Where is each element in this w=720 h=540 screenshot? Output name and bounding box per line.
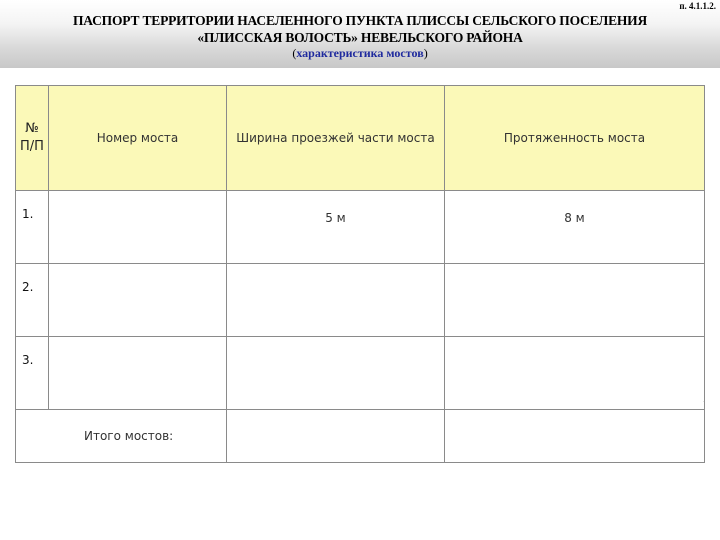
page-title-line-1: ПАСПОРТ ТЕРРИТОРИИ НАСЕЛЕННОГО ПУНКТА ПЛИССЫ СЕЛЬСКОГО ПОСЕЛЕНИЯ	[72, 13, 648, 28]
subtitle-close-paren: )	[423, 46, 428, 60]
total-cell-width	[227, 410, 445, 463]
row-number: 1.	[16, 191, 49, 264]
header-row-number	[16, 86, 49, 191]
header-bridge-length: Протяженность моста	[445, 86, 705, 191]
cell-width: 5 м	[227, 191, 445, 264]
total-cell-length	[445, 410, 705, 463]
subtitle-text: характеристика мостов	[296, 46, 424, 60]
cell-bridge-number	[49, 191, 227, 264]
bridges-table-wrapper	[15, 85, 704, 443]
row-number: 2.	[16, 264, 49, 337]
table-row	[16, 337, 705, 410]
header-number-abbrev: П/П	[20, 139, 44, 154]
header-bridge-number: Номер моста	[49, 86, 227, 191]
cell-bridge-number	[49, 337, 227, 410]
row-number: 3.	[16, 337, 49, 410]
bridges-table	[15, 85, 705, 463]
header-number-sign: №	[25, 121, 39, 136]
cell-length	[445, 337, 705, 410]
table-row	[16, 191, 705, 264]
table-header-row	[16, 86, 705, 191]
cell-width	[227, 337, 445, 410]
header-carriageway-width: Ширина проезжей части моста	[227, 86, 445, 191]
cell-length	[445, 264, 705, 337]
cell-width	[227, 264, 445, 337]
corner-mark: ·	[703, 399, 705, 406]
cell-length: 8 м	[445, 191, 705, 264]
section-reference: п. 4.1.1.2.	[679, 1, 716, 11]
subtitle-open-paren: (	[292, 46, 297, 60]
cell-bridge-number	[49, 264, 227, 337]
total-bridges-label: Итого мостов:	[16, 410, 227, 463]
total-row	[16, 410, 705, 463]
page-subtitle	[0, 46, 720, 61]
page-title-line-2: «ПЛИССКАЯ ВОЛОСТЬ» НЕВЕЛЬСКОГО РАЙОНА	[197, 30, 523, 45]
table-row	[16, 264, 705, 337]
